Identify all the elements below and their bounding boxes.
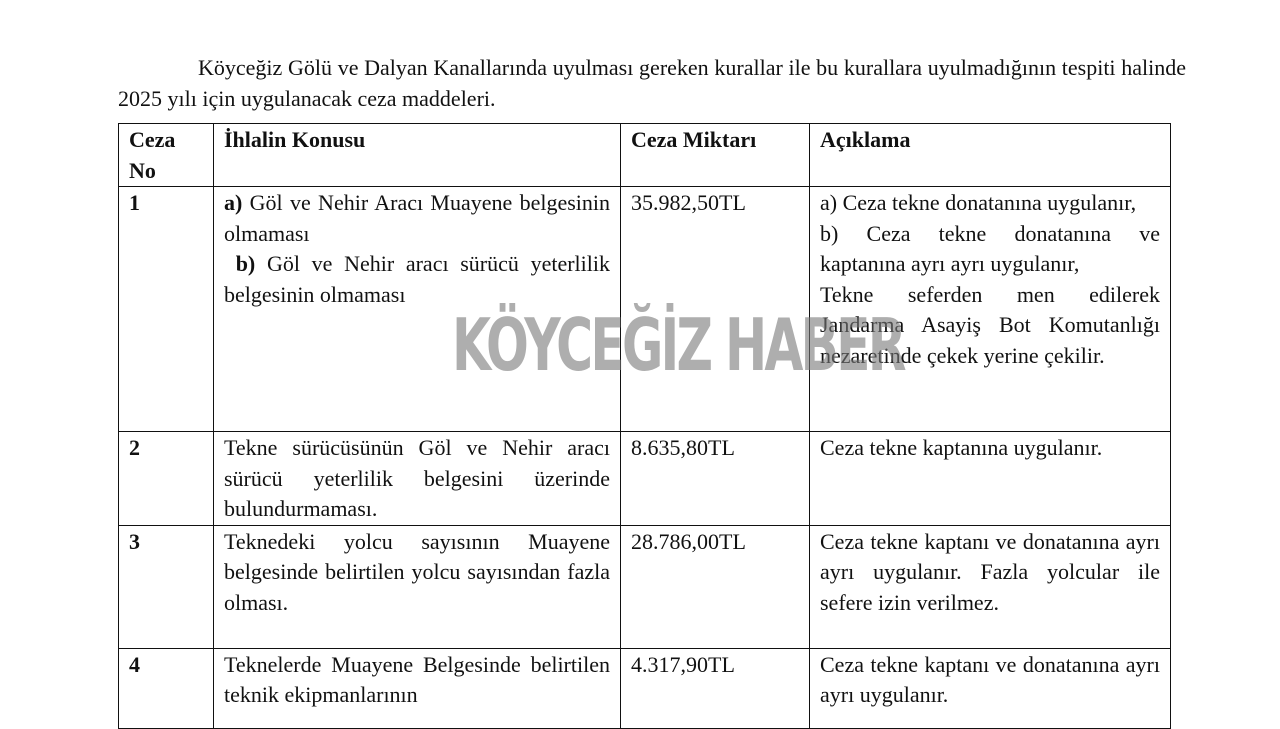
- row-amount: 4.317,90TL: [621, 648, 810, 728]
- row-subject: [214, 187, 621, 432]
- header-aciklama: Açıklama: [810, 124, 1171, 187]
- row-description: Ceza tekne kaptanı ve donatanına ayrı ayrı uygulanır.: [810, 648, 1171, 728]
- row-number: 4: [119, 648, 214, 728]
- watermark: KÖYCEĞİZ HABER: [452, 303, 904, 387]
- desc-item-a: a) Ceza tekne donatanına uygulanır,: [820, 190, 1137, 215]
- table-row: [119, 525, 1171, 648]
- row-number: 3: [119, 525, 214, 648]
- table-row: [119, 648, 1171, 728]
- subject-item-a-mark: a): [224, 190, 243, 215]
- subject-item-b: [224, 249, 610, 310]
- row-amount: 35.982,50TL: [621, 187, 810, 432]
- row-description: Ceza tekne kaptanına uygulanır.: [810, 432, 1171, 526]
- row-amount: 28.786,00TL: [621, 525, 810, 648]
- subject-item-b-mark: b): [235, 251, 256, 276]
- table-header-row: [119, 124, 1171, 187]
- row-number: 2: [119, 432, 214, 526]
- desc-item-b: b) Ceza tekne donatanına ve kaptanına ayrı ayrı uygulanır,: [820, 220, 1160, 276]
- row-subject: Teknelerde Muayene Belgesinde belirtilen teknik ekipmanlarının: [214, 648, 621, 728]
- desc-item-c: Tekne seferden men edilerek Jandarma Asayiş Bot Komutanlığı nezaretinde çekek yerine çekilir.: [820, 281, 1160, 368]
- row-description: [810, 187, 1171, 432]
- header-ceza-no: [119, 124, 214, 187]
- table-row: [119, 187, 1171, 432]
- header-ceza-no-line2: No: [129, 157, 156, 183]
- subject-item-b-text: Göl ve Nehir aracı sürücü yeterlilik belgesinin olmaması: [224, 251, 610, 307]
- header-ihlal-konusu: İhlalin Konusu: [214, 124, 621, 187]
- row-number: 1: [119, 187, 214, 432]
- penalty-table: [118, 123, 1171, 729]
- row-amount: 8.635,80TL: [621, 432, 810, 526]
- row-subject: Teknedeki yolcu sayısının Muayene belgesinde belirtilen yolcu sayısından fazla olması.: [214, 525, 621, 648]
- header-ceza-miktari: Ceza Miktarı: [621, 124, 810, 187]
- intro-paragraph: Köyceğiz Gölü ve Dalyan Kanallarında uyulması gereken kurallar ile bu kurallara uyulmadığının tespiti halinde 2025 yılı için uygulanacak ceza maddeleri.: [118, 55, 1186, 111]
- table-row: [119, 432, 1171, 526]
- row-description: Ceza tekne kaptanı ve donatanına ayrı ayrı uygulanır. Fazla yolcular ile sefere izin verilmez.: [810, 525, 1171, 648]
- row-subject: Tekne sürücüsünün Göl ve Nehir aracı sürücü yeterlilik belgesini üzerinde bulundurmaması.: [214, 432, 621, 526]
- header-ceza-no-line1: Ceza: [129, 127, 176, 152]
- subject-item-a: [224, 188, 610, 249]
- subject-item-a-text: Göl ve Nehir Aracı Muayene belgesinin olmaması: [224, 190, 611, 246]
